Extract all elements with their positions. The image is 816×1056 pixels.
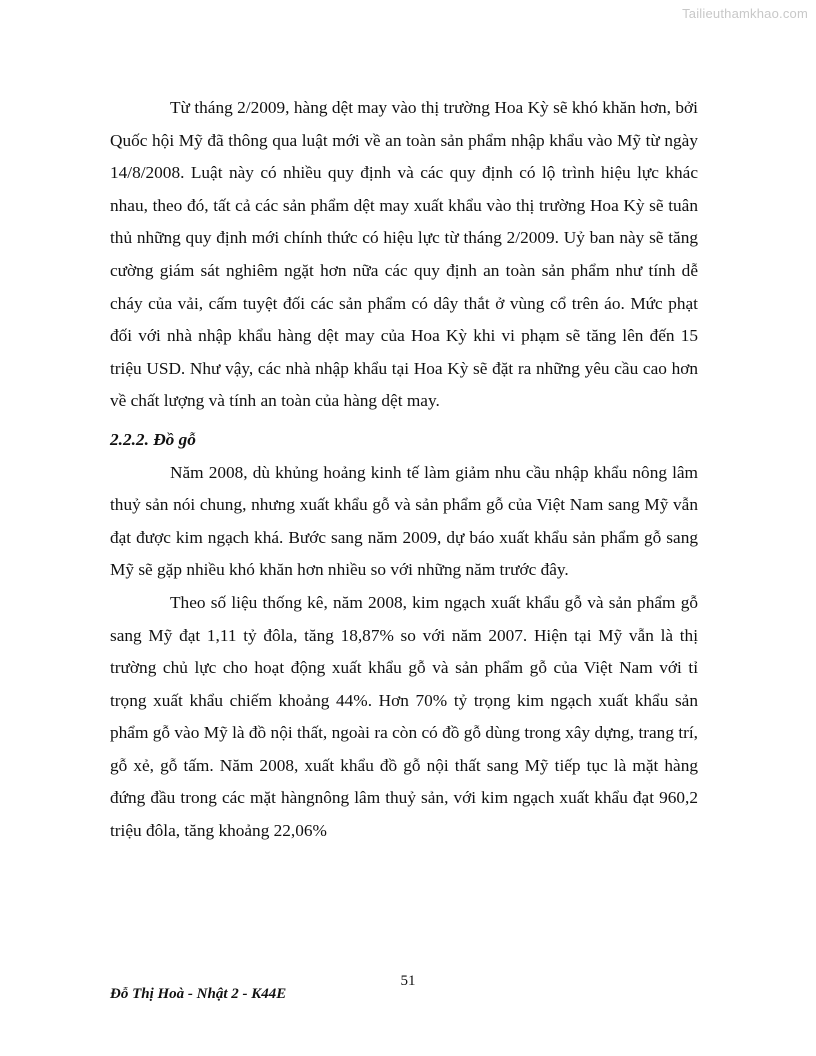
document-body xyxy=(110,92,698,848)
paragraph-textile-regulation: Từ tháng 2/2009, hàng dệt may vào thị trường Hoa Kỳ sẽ khó khăn hơn, bởi Quốc hội Mỹ đã thông qua luật mới về an toàn sản phẩm nhập khẩu vào Mỹ từ ngày 14/8/2008. Luật này có nhiều quy định và các quy định có lộ trình hiệu lực khác nhau, theo đó, tất cả các sản phẩm dệt may xuất khẩu vào thị trường Hoa Kỳ sẽ tuân thủ những quy định mới chính thức có hiệu lực từ tháng 2/2009. Uỷ ban này sẽ tăng cường giám sát nghiêm ngặt hơn nữa các quy định an toàn sản phẩm như tính dễ cháy của vải, cấm tuyệt đối các sản phẩm có dây thắt ở vùng cổ trên áo. Mức phạt đối với nhà nhập khẩu hàng dệt may của Hoa Kỳ khi vi phạm sẽ tăng lên đến 15 triệu USD. Như vậy, các nhà nhập khẩu tại Hoa Kỳ sẽ đặt ra những yêu cầu cao hơn về chất lượng và tính an toàn của hàng dệt may. xyxy=(110,98,698,411)
watermark: Tailieuthamkhao.com xyxy=(682,6,808,21)
page-number: 51 xyxy=(400,973,416,989)
section-heading: 2.2.2. Đồ gỗ xyxy=(110,429,196,449)
paragraph-wood-statistics: Theo số liệu thống kê, năm 2008, kim ngạch xuất khẩu gỗ và sản phẩm gỗ sang Mỹ đạt 1,11 tỷ đôla, tăng 18,87% so với năm 2007. Hiện tại Mỹ vẫn là thị trường chủ lực cho hoạt động xuất khẩu gỗ và sản phẩm gỗ của Việt Nam với tỉ trọng xuất khẩu chiếm khoảng 44%. Hơn 70% tỷ trọng kim ngạch xuất khẩu sản phẩm gỗ vào Mỹ là đồ nội thất, ngoài ra còn có đồ gỗ dùng trong xây dựng, trang trí, gỗ xẻ, gỗ tấm. Năm 2008, xuất khẩu đồ gỗ nội thất sang Mỹ tiếp tục là mặt hàng đứng đầu trong các mặt hàngnông lâm thuỷ sản, với kim ngạch xuất khẩu đạt 960,2 triệu đôla, tăng khoảng 22,06% xyxy=(110,592,698,841)
paragraph-wood-forecast: Năm 2008, dù khủng hoảng kinh tế làm giảm nhu cầu nhập khẩu nông lâm thuỷ sản nói chung, nhưng xuất khẩu gỗ và sản phẩm gỗ của Việt Nam sang Mỹ vẫn đạt được kim ngạch khá. Bước sang năm 2009, dự báo xuất khẩu sản phẩm gỗ sang Mỹ sẽ gặp nhiều khó khăn hơn nhiều so với những năm trước đây. xyxy=(110,462,698,580)
footer-author: Đỗ Thị Hoà - Nhật 2 - K44E xyxy=(110,986,287,1002)
